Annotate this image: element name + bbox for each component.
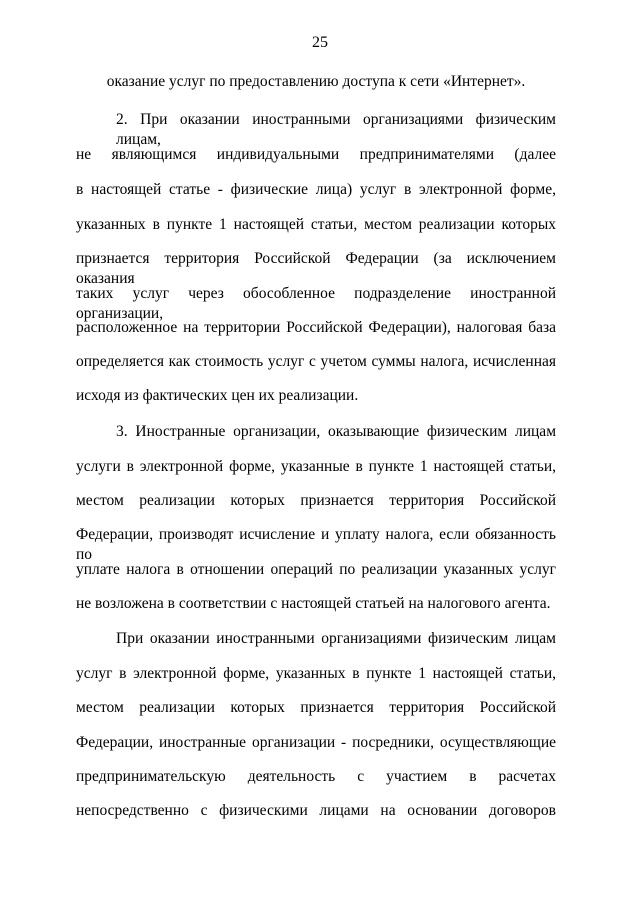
paragraph-4-line: Федерации, иностранные организации - посредники, осуществляющие (76, 734, 556, 751)
paragraph-2-line: исходя из фактических цен их реализации. (76, 387, 359, 404)
paragraph-2-line: 2. При оказании иностранными организациями физическим лицам, (116, 111, 556, 148)
text-line: оказание услуг по предоставлению доступа к сети «Интернет». (106, 73, 526, 90)
paragraph-4-line: непосредственно с физическими лицами на основании договоров (76, 802, 556, 819)
paragraph-2-line: расположенное на территории Российской Федерации), налоговая база (76, 319, 556, 336)
paragraph-4-line: услуг в электронной форме, указанных в пункте 1 настоящей статьи, (76, 665, 556, 682)
paragraph-3-line: местом реализации которых признается территория Российской (76, 492, 556, 509)
paragraph-4-line: При оказании иностранными организациями физическим лицам (116, 630, 556, 647)
paragraph-2-line: таких услуг через обособленное подразделение иностранной организации, (76, 285, 556, 322)
paragraph-3-line: уплате налога в отношении операций по реализации указанных услуг (76, 561, 556, 578)
paragraph-2-line: определяется как стоимость услуг с учетом суммы налога, исчисленная (76, 353, 556, 370)
paragraph-2-line: признается территория Российской Федерации (за исключением оказания (76, 250, 556, 287)
paragraph-3-line: услуги в электронной форме, указанные в пункте 1 настоящей статьи, (76, 458, 556, 475)
paragraph-2-line: в настоящей статье - физические лица) услуг в электронной форме, (76, 181, 556, 198)
paragraph-3-line: 3. Иностранные организации, оказывающие физическим лицам (116, 423, 556, 440)
paragraph-3-line: Федерации, производят исчисление и уплату налога, если обязанность по (76, 526, 556, 563)
paragraph-4-line: предпринимательскую деятельность с участием в расчетах (76, 768, 556, 785)
paragraph-3-line: не возложена в соответствии с настоящей статьей на налогового агента. (76, 595, 551, 612)
paragraph-2-line: не являющимся индивидуальными предпринимателями (далее (76, 146, 556, 163)
page-number: 25 (312, 34, 328, 51)
paragraph-2-line: указанных в пункте 1 настоящей статьи, местом реализации которых (76, 216, 556, 233)
paragraph-4-line: местом реализации которых признается территория Российской (76, 699, 556, 716)
